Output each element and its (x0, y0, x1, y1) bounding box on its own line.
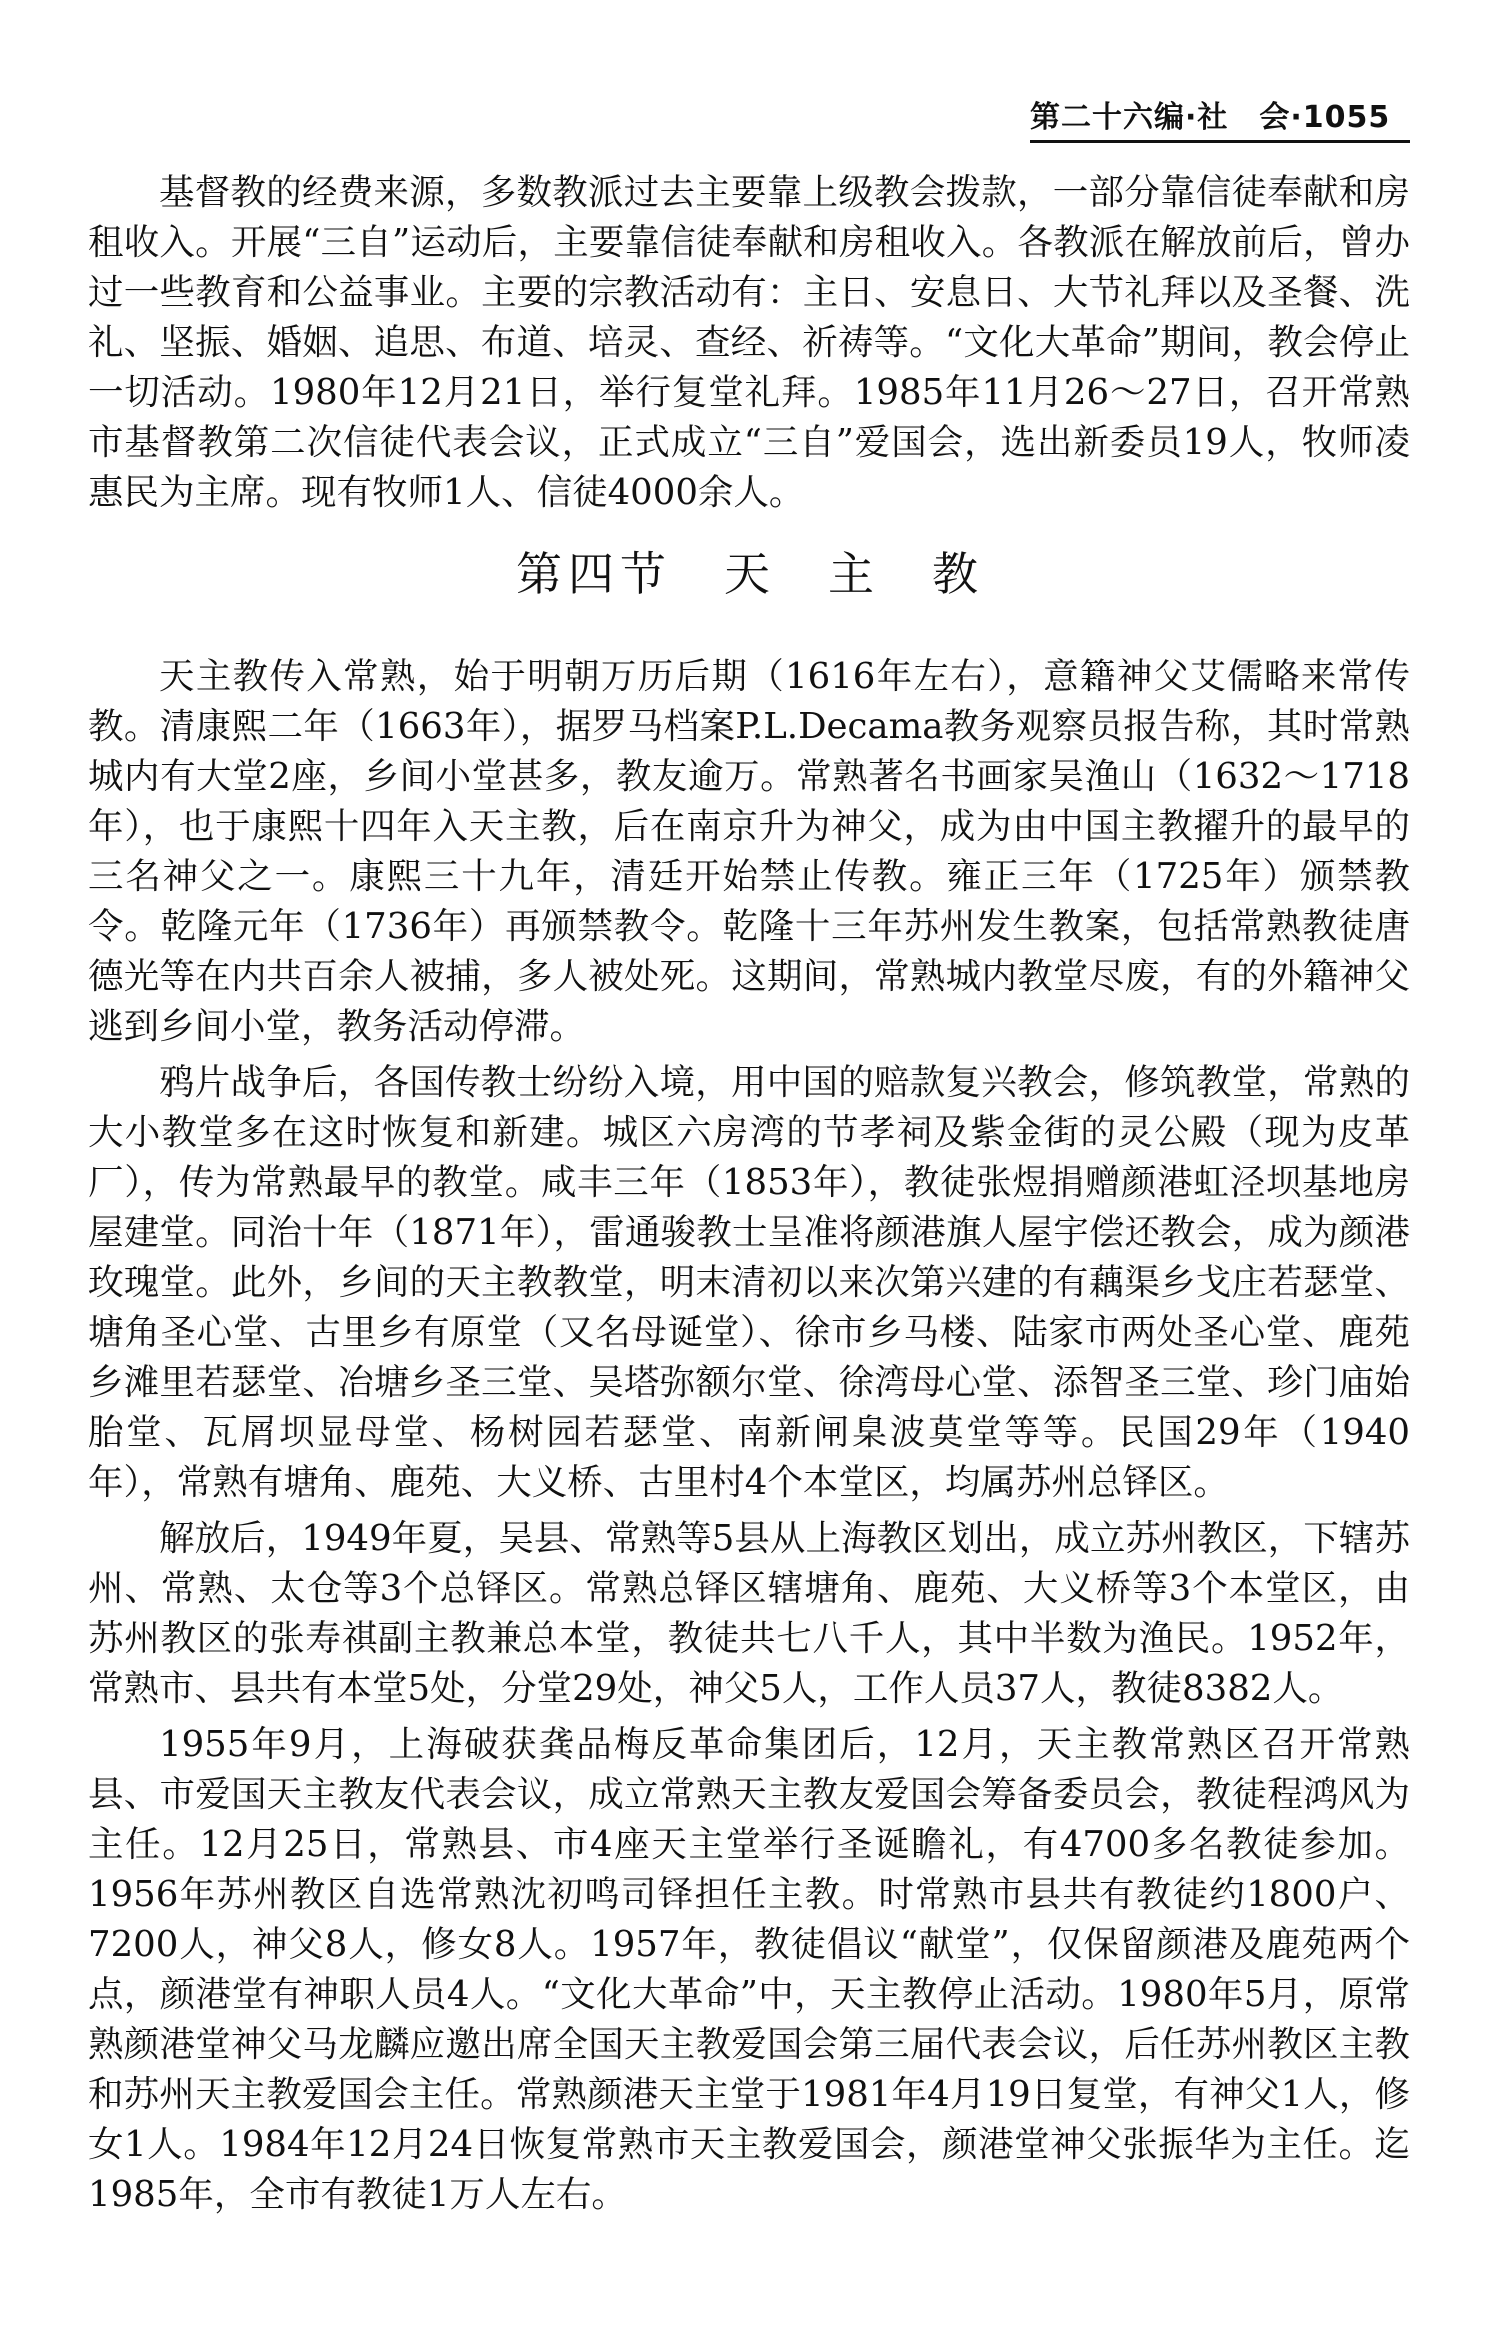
section-body (88, 652, 1410, 2220)
running-head: 第二十六编·社 会·1055 (1030, 100, 1391, 135)
paragraph: 基督教的经费来源，多数教派过去主要靠上级教会拨款，一部分靠信徒奉献和房租收入。开展“三自”运动后，主要靠信徒奉献和房租收入。各教派在解放前后，曾办过一些教育和公益事业。主要的宗教活动有：主日、安息日、大节礼拜以及圣餐、洗礼、坚振、婚姻、追思、布道、培灵、查经、祈祷等。“文化大革命”期间，教会停止一切活动。1980年12月21日，举行复堂礼拜。1985年11月26～27日，召开常熟市基督教第二次信徒代表会议，正式成立“三自”爱国会，选出新委员19人，牧师凌惠民为主席。现有牧师1人、信徒4000余人。 (88, 172, 1410, 513)
paragraph: 解放后，1949年夏，吴县、常熟等5县从上海教区划出，成立苏州教区，下辖苏州、常熟、太仓等3个总铎区。常熟总铎区辖塘角、鹿苑、大义桥等3个本堂区，由苏州教区的张寿祺副主教兼总本堂，教徒共七八千人，其中半数为渔民。1952年，常熟市、县共有本堂5处，分堂29处，神父5人，工作人员37人，教徒8382人。 (88, 1518, 1410, 1709)
section-title: 第四节 天 主 教 (516, 547, 984, 601)
paragraph: 天主教传入常熟，始于明朝万历后期（1616年左右），意籍神父艾儒略来常传教。清康熙二年（1663年），据罗马档案P.L.Decama教务观察员报告称，其时常熟城内有大堂2座，乡间小堂甚多，教友逾万。常熟著名书画家吴渔山（1632～1718年），也于康熙十四年入天主教，后在南京升为神父，成为由中国主教擢升的最早的三名神父之一。康熙三十九年，清廷开始禁止传教。雍正三年（1725年）颁禁教令。乾隆元年（1736年）再颁禁教令。乾隆十三年苏州发生教案，包括常熟教徒唐德光等在内共百余人被捕，多人被处死。这期间，常熟城内教堂尽废，有的外籍神父逃到乡间小堂，教务活动停滞。 (88, 656, 1410, 1047)
intro-text (88, 168, 1410, 518)
paragraph: 鸦片战争后，各国传教士纷纷入境，用中国的赔款复兴教会，修筑教堂，常熟的大小教堂多在这时恢复和新建。城区六房湾的节孝祠及紫金街的灵公殿（现为皮革厂），传为常熟最早的教堂。咸丰三年（1853年），教徒张煜捐赠颜港虹泾坝基地房屋建堂。同治十年（1871年），雷通骏教士呈准将颜港旗人屋宇偿还教会，成为颜港玫瑰堂。此外，乡间的天主教教堂，明末清初以来次第兴建的有藕渠乡戈庄若瑟堂、塘角圣心堂、古里乡有原堂（又名母诞堂）、徐市乡马楼、陆家市两处圣心堂、鹿苑乡滩里若瑟堂、冶塘乡圣三堂、吴塔弥额尔堂、徐湾母心堂、添智圣三堂、珍门庙始胎堂、瓦屑坝显母堂、杨树园若瑟堂、南新闸臬波莫堂等等。民国29年（1940年），常熟有塘角、鹿苑、大义桥、古里村4个本堂区，均属苏州总铎区。 (88, 1062, 1410, 1503)
paragraph: 1955年9月，上海破获龚品梅反革命集团后，12月，天主教常熟区召开常熟县、市爱国天主教友代表会议，成立常熟天主教友爱国会筹备委员会，教徒程鸿风为主任。12月25日，常熟县、市4座天主堂举行圣诞瞻礼，有4700多名教徒参加。1956年苏州教区自选常熟沈初鸣司铎担任主教。时常熟市县共有教徒约1800户、7200人，神父8人，修女8人。1957年，教徒倡议“献堂”，仅保留颜港及鹿苑两个点，颜港堂有神职人员4人。“文化大革命”中，天主教停止活动。1980年5月，原常熟颜港堂神父马龙麟应邀出席全国天主教爱国会第三届代表会议，后任苏州教区主教和苏州天主教爱国会主任。常熟颜港天主堂于1981年4月19日复堂，有神父1人，修女1人。1984年12月24日恢复常熟市天主教爱国会，颜港堂神父张振华为主任。迄1985年，全市有教徒1万人左右。 (88, 1724, 1410, 2215)
header-rule (1030, 140, 1410, 143)
